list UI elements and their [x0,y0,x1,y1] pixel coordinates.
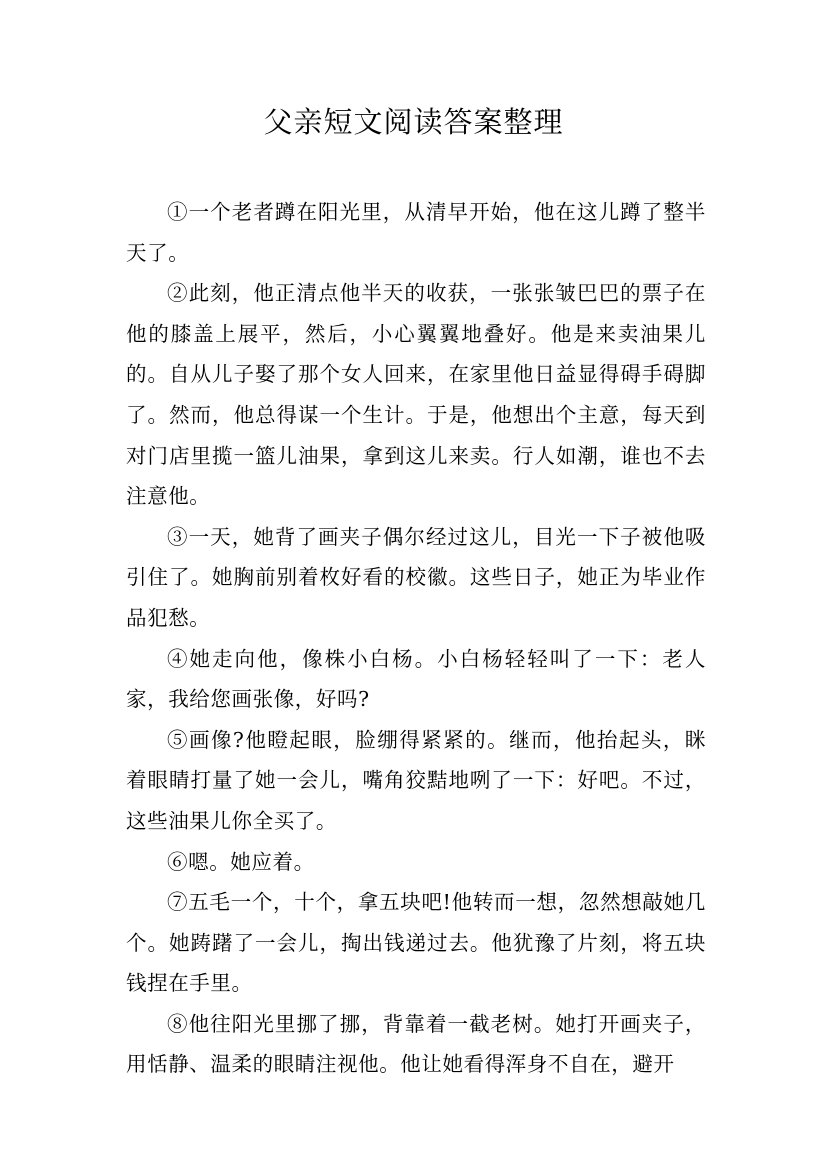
paragraph-3: ③一天，她背了画夹子偶尔经过这儿，目光一下子被他吸引住了。她胸前别着枚好看的校徽。这些日子，她正为毕业作品犯愁。 [126,524,706,630]
document-title: 父亲短文阅读答案整理 [263,105,564,139]
paragraph-1: ①一个老者蹲在阳光里，从清早开始，他在这儿蹲了整半天了。 [126,200,706,265]
paragraph-6: ⑥嗯。她应着。 [167,849,315,874]
paragraph-8: ⑧他往阳光里挪了挪，背靠着一截老树。她打开画夹子，用恬静、温柔的眼睛注视他。他让她看得浑身不自在，避开 [126,1011,706,1077]
paragraph-2: ②此刻，他正清点他半天的收获，一张张皱巴巴的票子在他的膝盖上展平，然后，小心翼翼地叠好。他是来卖油果儿的。自从儿子娶了那个女人回来，在家里他日益显得碍手碍脚了。然而，他总得谋一个生计。于是，他想出个主意，每天到对门店里揽一篮儿油果，拿到这儿来卖。行人如潮，谁也不去注意他。 [126,281,706,509]
paragraph-5: ⑤画像?他瞪起眼，脸绷得紧紧的。继而，他抬起头，眯着眼睛打量了她一会儿，嘴角狡黠地咧了一下：好吧。不过，这些油果儿你全买了。 [126,727,706,833]
paragraph-4: ④她走向他，像株小白杨。小白杨轻轻叫了一下：老人家，我给您画张像，好吗? [126,646,706,712]
document-body [126,192,706,1085]
paragraph-7: ⑦五毛一个，十个，拿五块吧!他转而一想，忽然想敲她几个。她踌躇了一会儿，掏出钱递过去。他犹豫了片刻，将五块钱捏在手里。 [126,890,706,996]
